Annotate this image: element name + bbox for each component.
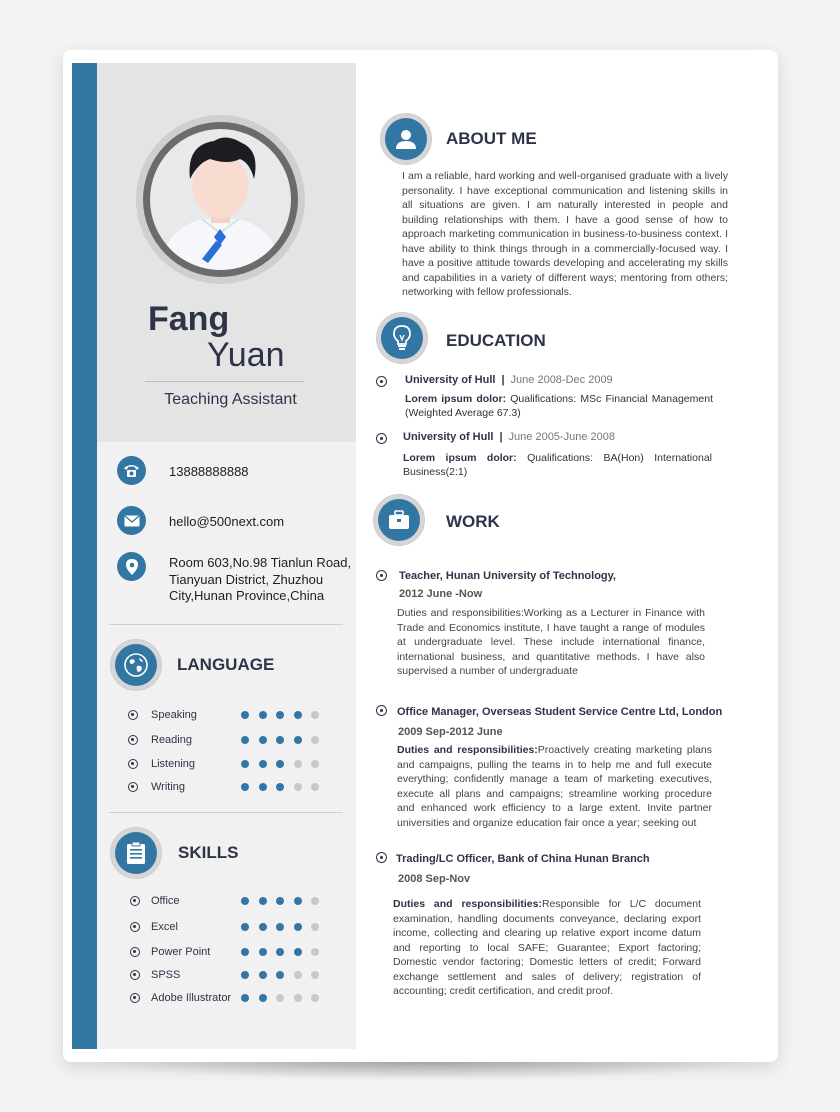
- bullet-icon: [128, 710, 138, 720]
- work-icon-badge: [373, 494, 425, 546]
- level-dot-filled: [259, 923, 267, 931]
- lightbulb-icon: [381, 317, 423, 359]
- about-text: I am a reliable, hard working and well-organised graduate with a lively personality. I have exceptional communication and listening skills in all situations are given. I am naturally interested in people and building relationships with them. I have a good sense of how to approach marketing communication in business-to-business context. I have ability to think things through in a commercially-focused way. I have a positive attitude towards developing and accelerating my skills and capabilities in a variety of different ways; mentoring from others; networking with fellow professionals.: [402, 170, 728, 298]
- level-dot-empty: [276, 994, 284, 1002]
- bullet-icon: [130, 993, 140, 1003]
- duties-text: Duties and responsibilities:Working as a Lecturer in Finance with Trade and Economics institute, I have taught a range of modules at undergraduate level. These include international finance, international business, and quantitative methods. I have also supervised a number of undergraduate: [397, 607, 705, 677]
- skill-row: [128, 895, 328, 911]
- bullet-icon: [130, 947, 140, 957]
- level-dot-filled: [276, 760, 284, 768]
- language-label: Listening: [151, 758, 196, 770]
- school-name: University of Hull: [403, 431, 494, 443]
- bullet-icon: [128, 759, 138, 769]
- bullet-icon: [376, 852, 387, 863]
- detail-text: Qualifications: BA(Hon) International Business(2:1): [403, 452, 712, 478]
- separator: |: [499, 431, 503, 443]
- work-description: [397, 606, 705, 680]
- education-heading: EDUCATION: [446, 331, 546, 350]
- first-name: Fang: [148, 300, 230, 338]
- work-date: 2012 June -Now: [399, 588, 483, 600]
- work-description: [397, 743, 712, 831]
- avatar: [150, 129, 291, 270]
- work-role: Teacher, Hunan University of Technology,: [399, 570, 616, 582]
- level-dot-empty: [311, 897, 319, 905]
- education-date: June 2008-Dec 2009: [510, 374, 613, 386]
- work-date: 2009 Sep-2012 June: [398, 726, 503, 738]
- education-date: June 2005-June 2008: [508, 431, 615, 443]
- location-pin-icon: [117, 552, 146, 581]
- level-dot-filled: [276, 948, 284, 956]
- level-dot-filled: [276, 897, 284, 905]
- level-dot-filled: [241, 923, 249, 931]
- work-date: 2008 Sep-Nov: [398, 873, 471, 885]
- skill-row: [128, 969, 328, 985]
- level-dot-filled: [276, 923, 284, 931]
- duties-text: Responsible for L/C document examination, handling documents conveyance, declaring export income, collecting and clearing up relative export income datum and reporting to local SAFE; Guarantee; Export factoring; Domestic vendor factoring; Domestic letters of credit; Forward exchange settlement and sales of delivery; registration of accounting; credit certification, and credit proof.: [393, 898, 701, 997]
- work-heading: WORK: [446, 512, 500, 531]
- language-label: Writing: [151, 781, 186, 793]
- school-name: University of Hull: [405, 374, 496, 386]
- address-line: Room 603,No.98 Tianlun Road,: [169, 555, 352, 570]
- bullet-icon: [376, 376, 387, 387]
- address-line: Tianyuan District, Zhuzhou: [169, 571, 324, 587]
- envelope-icon: [117, 506, 146, 535]
- level-dot-filled: [241, 783, 249, 791]
- level-dot-filled: [241, 897, 249, 905]
- level-dot-filled: [241, 736, 249, 744]
- skill-label: Office: [151, 895, 180, 907]
- language-row: [128, 709, 328, 725]
- level-dot-filled: [259, 783, 267, 791]
- sidebar-divider: [109, 624, 343, 625]
- about-heading: ABOUT ME: [446, 129, 537, 148]
- level-dot-empty: [311, 760, 319, 768]
- language-label: Reading: [151, 734, 192, 746]
- level-dot-empty: [294, 760, 302, 768]
- skill-label: Adobe Illustrator: [151, 992, 232, 1004]
- skill-label: Excel: [151, 921, 178, 933]
- duties-label: Duties and responsibilities:: [397, 744, 538, 756]
- skill-row: [128, 992, 328, 1008]
- language-icon-badge: [110, 639, 162, 691]
- last-name: Yuan: [207, 336, 285, 374]
- clipboard-icon: [115, 832, 157, 874]
- bullet-icon: [376, 570, 387, 581]
- level-dot-filled: [241, 948, 249, 956]
- skills-icon-badge: [110, 827, 162, 879]
- person-icon: [385, 118, 427, 160]
- briefcase-icon: [378, 499, 420, 541]
- level-dot-filled: [294, 897, 302, 905]
- level-dot-empty: [311, 994, 319, 1002]
- job-title: Teaching Assistant: [164, 391, 297, 408]
- language-heading: LANGUAGE: [177, 655, 275, 674]
- work-role: Office Manager, Overseas Student Service Centre Ltd, London: [397, 706, 723, 718]
- level-dot-filled: [241, 994, 249, 1002]
- level-dot-filled: [241, 971, 249, 979]
- level-dot-filled: [276, 783, 284, 791]
- level-dot-empty: [294, 783, 302, 791]
- sidebar-divider: [109, 812, 343, 813]
- skill-row: [128, 946, 328, 962]
- detail-label: Lorem ipsum dolor:: [403, 452, 517, 464]
- bullet-icon: [376, 433, 387, 444]
- level-dot-empty: [294, 971, 302, 979]
- level-dot-filled: [294, 711, 302, 719]
- duties-label: Duties and responsibilities:: [393, 898, 542, 910]
- level-dot-empty: [311, 711, 319, 719]
- email-address: hello@500next.com: [169, 514, 285, 529]
- level-dot-filled: [259, 971, 267, 979]
- level-dot-filled: [259, 736, 267, 744]
- education-entry-header: [403, 431, 615, 443]
- education-entry-detail: [405, 392, 713, 418]
- education-icon-badge: [376, 312, 428, 364]
- phone-number: 13888888888: [169, 464, 249, 479]
- level-dot-empty: [294, 994, 302, 1002]
- avatar-person-icon: [150, 129, 291, 270]
- name-divider: [145, 381, 304, 382]
- level-dot-empty: [311, 948, 319, 956]
- level-dot-filled: [241, 760, 249, 768]
- level-dot-filled: [276, 971, 284, 979]
- level-dot-empty: [311, 971, 319, 979]
- level-dot-filled: [259, 897, 267, 905]
- address: [169, 555, 351, 605]
- accent-bar: [72, 63, 97, 1049]
- level-dot-filled: [259, 948, 267, 956]
- education-entry-detail: [403, 451, 712, 479]
- language-row: [128, 758, 328, 774]
- work-role: Trading/LC Officer, Bank of China Hunan Branch: [396, 853, 650, 865]
- level-dot-filled: [259, 760, 267, 768]
- bullet-icon: [130, 970, 140, 980]
- level-dot-filled: [294, 948, 302, 956]
- skills-heading: SKILLS: [178, 843, 239, 862]
- skill-row: [128, 921, 328, 937]
- level-dot-empty: [311, 923, 319, 931]
- level-dot-filled: [259, 994, 267, 1002]
- level-dot-filled: [276, 711, 284, 719]
- bullet-icon: [130, 896, 140, 906]
- language-row: [128, 781, 328, 797]
- level-dot-filled: [294, 736, 302, 744]
- bullet-icon: [128, 782, 138, 792]
- language-row: [128, 734, 328, 750]
- address-line: City,Hunan Province,China: [169, 588, 325, 603]
- work-description: [393, 897, 701, 1001]
- level-dot-filled: [276, 736, 284, 744]
- detail-label: Lorem ipsum dolor:: [405, 393, 507, 405]
- separator: |: [501, 374, 505, 386]
- skill-label: SPSS: [151, 969, 181, 981]
- bullet-icon: [128, 735, 138, 745]
- about-icon-badge: [380, 113, 432, 165]
- duties-text: Proactively creating marketing plans and campaigns, pulling the teams in to help me and full execute everything; confidently manage a team of marketing executives, execute all plans and campaigns; streamline working procedure and enhanced work efficiency to a large extent. Invite partner universities and organize education fair once a year; seeking out: [397, 744, 712, 829]
- globe-icon: [115, 644, 157, 686]
- detail-text: Qualifications: MSc Financial Management (Weighted Average 67.3): [405, 393, 713, 418]
- level-dot-empty: [311, 783, 319, 791]
- education-entry-header: [405, 374, 613, 386]
- skill-label: Power Point: [151, 946, 211, 958]
- level-dot-filled: [294, 923, 302, 931]
- level-dot-empty: [311, 736, 319, 744]
- phone-icon: [117, 456, 146, 485]
- language-label: Speaking: [151, 709, 197, 721]
- bullet-icon: [376, 705, 387, 716]
- level-dot-filled: [241, 711, 249, 719]
- bullet-icon: [130, 922, 140, 932]
- level-dot-filled: [259, 711, 267, 719]
